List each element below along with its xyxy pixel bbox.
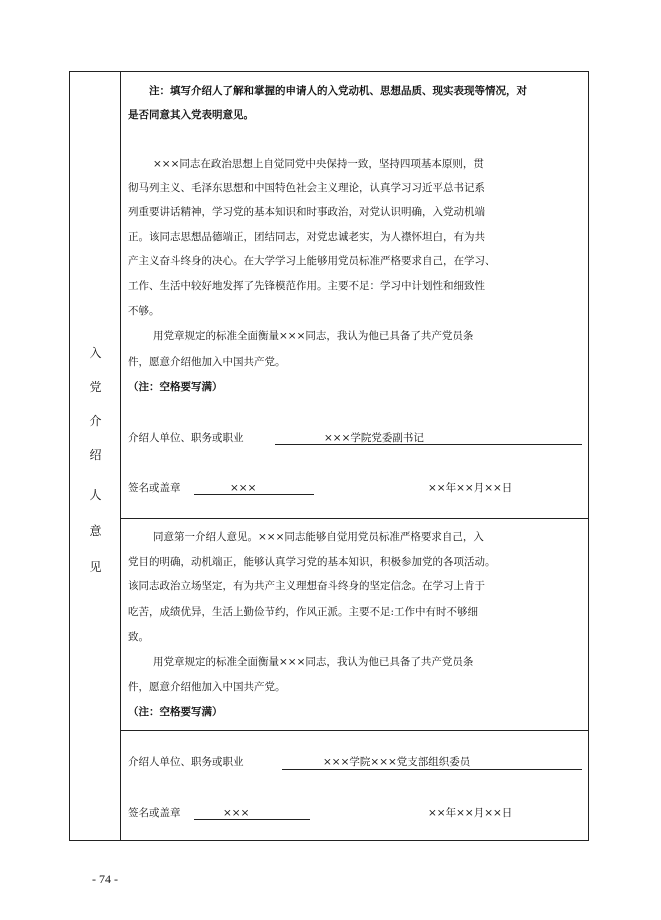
first-body-line: 产主义奋斗终身的决心。在大学学习上能够用党员标准严格要求自己，在学习、 — [128, 255, 496, 267]
first-body-line: 工作、生活中较好地发挥了先锋模范作用。主要不足：学习中计划性和细致性 — [128, 280, 485, 292]
second-opinion-line: 件，愿意介绍他加入中国共产党。 — [128, 681, 286, 693]
note-line-2: 是否同意其入党表明意见。 — [128, 109, 254, 121]
note-line-1: 注：填写介绍人了解和掌握的申请人的入党动机、思想品质、现实表现等情况，对 — [149, 85, 527, 97]
first-sign-value: ××× — [230, 482, 257, 494]
left-label-char: 绍 — [89, 448, 102, 462]
first-unit-label: 介绍人单位、职务或职业 — [128, 432, 244, 444]
left-label-column — [70, 72, 121, 840]
first-body-line: 正。该同志思想品德端正，团结同志，对党忠诚老实，为人襟怀坦白，有为共 — [128, 231, 485, 243]
section-divider — [121, 730, 588, 731]
second-sign-label: 签名或盖章 — [128, 807, 181, 819]
first-opinion-line: 用党章规定的标准全面衡量×××同志，我认为他已具备了共产党员条 — [153, 330, 474, 342]
second-sign-underline — [194, 819, 310, 820]
first-sign-label: 签名或盖章 — [128, 482, 181, 494]
first-fill-note: （注：空格要写满） — [128, 381, 223, 393]
first-opinion-line: 件，愿意介绍他加入中国共产党。 — [128, 356, 286, 368]
section-divider — [121, 518, 588, 519]
left-label-char: 介 — [89, 414, 102, 428]
first-unit-value: ×××学院党委副书记 — [324, 432, 424, 444]
left-label-char: 意 — [89, 524, 102, 538]
introducer-opinion-table — [69, 71, 589, 841]
second-body-line: 吃苦，成绩优异，生活上勤俭节约，作风正派。主要不足:工作中有时不够细 — [128, 606, 479, 618]
first-sign-underline — [194, 494, 314, 495]
second-body-line: 党目的明确，动机端正，能够认真学习党的基本知识，积极参加党的各项活动。 — [128, 556, 496, 568]
left-label-char: 人 — [89, 488, 102, 502]
first-date: ××年××月××日 — [428, 482, 513, 494]
second-unit-label: 介绍人单位、职务或职业 — [128, 756, 244, 768]
left-label-char: 党 — [89, 380, 102, 394]
first-body-line: 彻马列主义、毛泽东思想和中国特色社会主义理论，认真学习习近平总书记系 — [128, 182, 485, 194]
page-number: - 74 - — [92, 872, 118, 886]
first-body-line: 不够。 — [128, 305, 160, 317]
second-sign-value: ××× — [223, 807, 250, 819]
second-body-line: 该同志政治立场坚定，有为共产主义理想奋斗终身的坚定信念。在学习上肯于 — [128, 580, 485, 592]
left-label-char: 入 — [89, 346, 102, 360]
first-body-line: ×××同志在政治思想上自觉同党中央保持一致，坚持四项基本原则，贯 — [153, 158, 484, 170]
second-unit-value: ×××学院×××党支部组织委员 — [323, 756, 471, 768]
second-body-line: 致。 — [128, 631, 149, 643]
first-body-line: 列重要讲话精神，学习党的基本知识和时事政治，对党认识明确，入党动机端 — [128, 206, 485, 218]
second-fill-note: （注：空格要写满） — [128, 706, 223, 718]
left-label-char: 见 — [89, 560, 102, 574]
second-opinion-line: 用党章规定的标准全面衡量×××同志，我认为他已具备了共产党员条 — [153, 656, 474, 668]
first-unit-underline — [275, 444, 582, 445]
second-date: ××年××月××日 — [428, 807, 513, 819]
second-body-line: 同意第一介绍人意见。×××同志能够自觉用党员标准严格要求自己，入 — [153, 531, 484, 543]
second-unit-underline — [282, 769, 582, 770]
